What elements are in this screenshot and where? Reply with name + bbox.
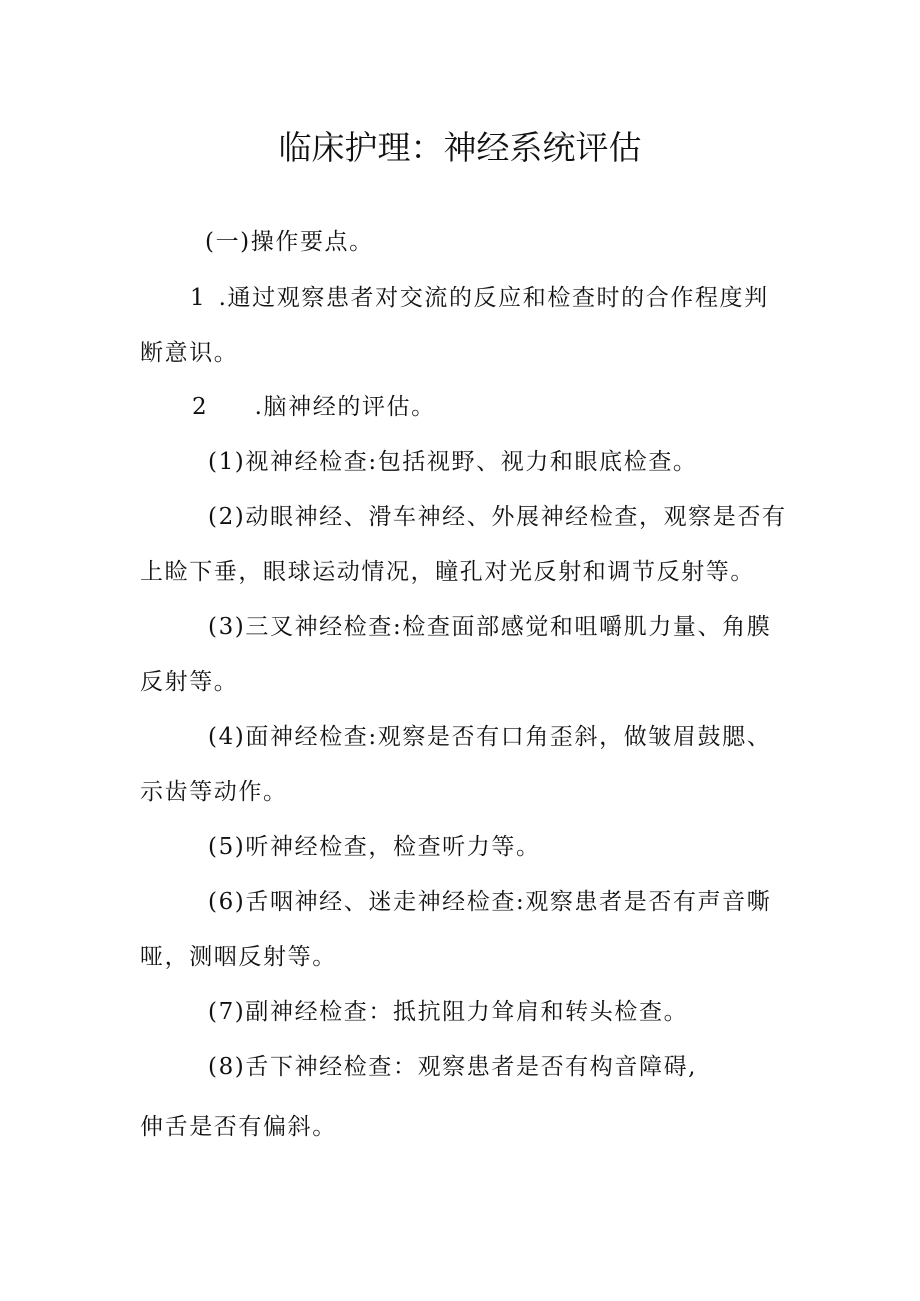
sub8-line1: (8)舌下神经检查：观察患者是否有构音障碍, [208, 1054, 698, 1080]
sub4-line1: (4)面神经检查:观察是否有口角歪斜，做皱眉鼓腮、 [208, 724, 772, 750]
item1-line1 [190, 282, 769, 314]
item2-text: .脑神经的评估。 [254, 394, 436, 420]
sub6-line2: 哑，测咽反射等。 [140, 944, 337, 970]
sub7-line: (7)副神经检查：抵抗阻力耸肩和转头检查。 [208, 999, 689, 1025]
sub3-line1: (3)三叉神经检查:检查面部感觉和咀嚼肌力量、角膜 [208, 614, 772, 640]
sub2-line1: (2)动眼神经、滑车神经、外展神经检查，观察是否有 [208, 504, 787, 530]
item2-line [192, 391, 436, 423]
item2-number: 2 [192, 394, 207, 420]
sub1-line: (1)视神经检查:包括视野、视力和眼底检查。 [208, 449, 698, 475]
sub2-line2: 上睑下垂，眼球运动情况，瞳孔对光反射和调节反射等。 [140, 559, 755, 585]
sub8-line2: 伸舌是否有偏斜。 [140, 1114, 337, 1140]
page-title: 临床护理：神经系统评估 [278, 128, 642, 167]
item1-line2: 断意识。 [140, 340, 239, 366]
sub5-line: (5)听神经检查，检查听力等。 [208, 834, 541, 860]
sub3-line2: 反射等。 [140, 669, 239, 695]
item1-text: .通过观察患者对交流的反应和检查时的合作程度判 [218, 285, 769, 311]
sub6-line1: (6)舌咽神经、迷走神经检查:观察患者是否有声音嘶 [208, 889, 772, 915]
section-heading: (一)操作要点。 [205, 229, 374, 255]
sub4-line2: 示齿等动作。 [140, 779, 288, 805]
item1-number: 1 [190, 285, 205, 311]
